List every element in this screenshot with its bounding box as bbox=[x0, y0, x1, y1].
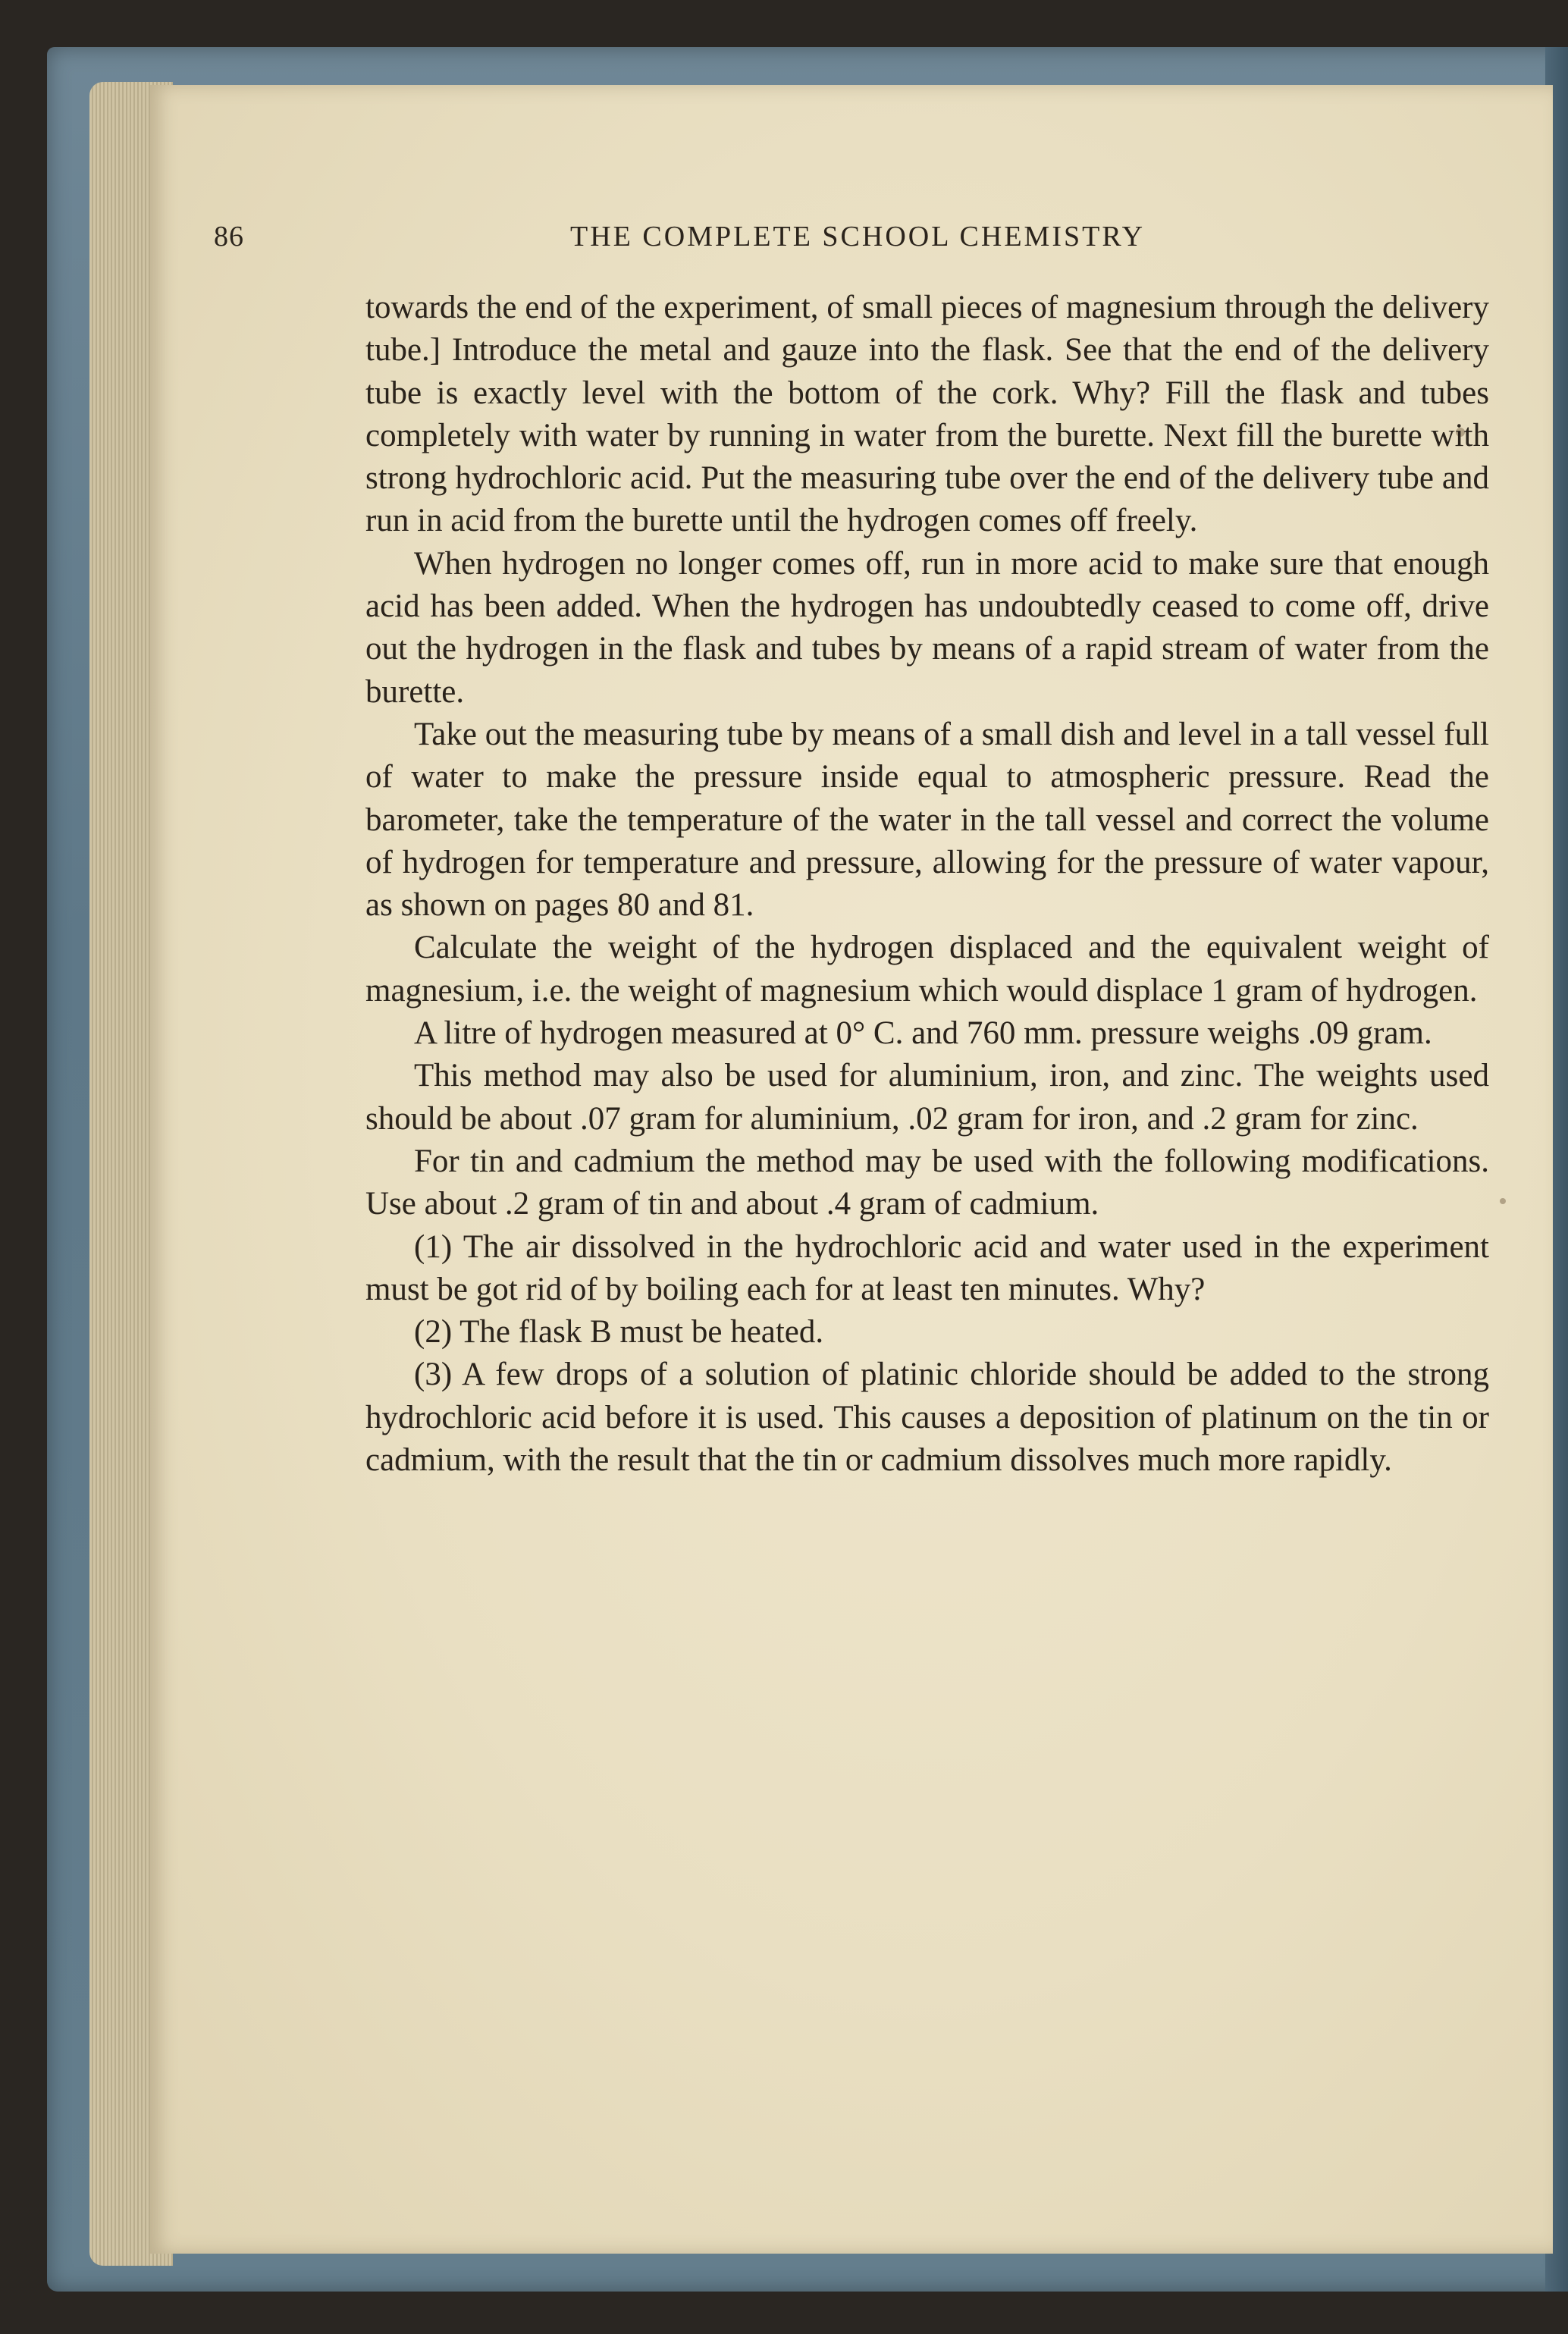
page-stain bbox=[1500, 1198, 1506, 1204]
paragraph: A litre of hydrogen measured at 0° C. and 760 mm. pressure weighs .09 gram. bbox=[414, 1015, 1432, 1052]
paragraph: For tin and cadmium the method may be used with the following modifications. Use about .2 gram of tin and about .4 gram of cadmium. bbox=[365, 1143, 1489, 1222]
paragraph: towards the end of the experiment, of small pieces of magnesium through the delivery tube.] Introduce the metal and gauze into the flask. See that the end of the delivery tube is exactly level with the bottom of the cork. Why? Fill the flask and tubes completely with water by running in water from the burette. Next fill the burette with strong hydrochloric acid. Put the measuring tube over the end of the delivery tube and run in acid from the burette until the hydrogen comes off freely. bbox=[365, 290, 1489, 539]
body-text bbox=[365, 287, 1489, 1482]
running-title: THE COMPLETE SCHOOL CHEMISTRY bbox=[570, 221, 1146, 253]
paragraph: (1) The air dissolved in the hydrochloric acid and water used in the experiment must be got rid of by boiling each for at least ten minutes. Why? bbox=[365, 1228, 1489, 1307]
paragraph: Calculate the weight of the hydrogen displaced and the equivalent weight of magnesium, i.e. the weight of magnesium which would displace 1 gram of hydrogen. bbox=[365, 930, 1489, 1009]
running-head bbox=[214, 220, 1488, 265]
paragraph: (3) A few drops of a solution of platinic chloride should be added to the strong hydrochloric acid before it is used. This causes a deposition of platinum on the tin or cadmium, with the result that the tin or cadmium dissolves much more rapidly. bbox=[365, 1357, 1489, 1479]
paragraph: When hydrogen no longer comes off, run in more acid to make sure that enough acid has been added. When the hydrogen has undoubtedly ceased to come off, drive out the hydrogen in the flask and tubes by means of a rapid stream of water from the burette. bbox=[365, 545, 1489, 710]
page-number: 86 bbox=[214, 221, 244, 253]
paragraph: Take out the measuring tube by means of a small dish and level in a tall vessel full of water to make the pressure inside equal to atmospheric pressure. Read the barometer, take the temperature of the water in the tall vessel and correct the volume of hydrogen for temperature and pressure, allowing for the pressure of water vapour, as shown on pages 80 and 81. bbox=[365, 716, 1489, 924]
paragraph: (2) The flask B must be heated. bbox=[414, 1314, 824, 1351]
paragraph: This method may also be used for aluminium, iron, and zinc. The weights used should be about .07 gram for aluminium, .02 gram for iron, and .2 gram for zinc. bbox=[365, 1058, 1489, 1137]
